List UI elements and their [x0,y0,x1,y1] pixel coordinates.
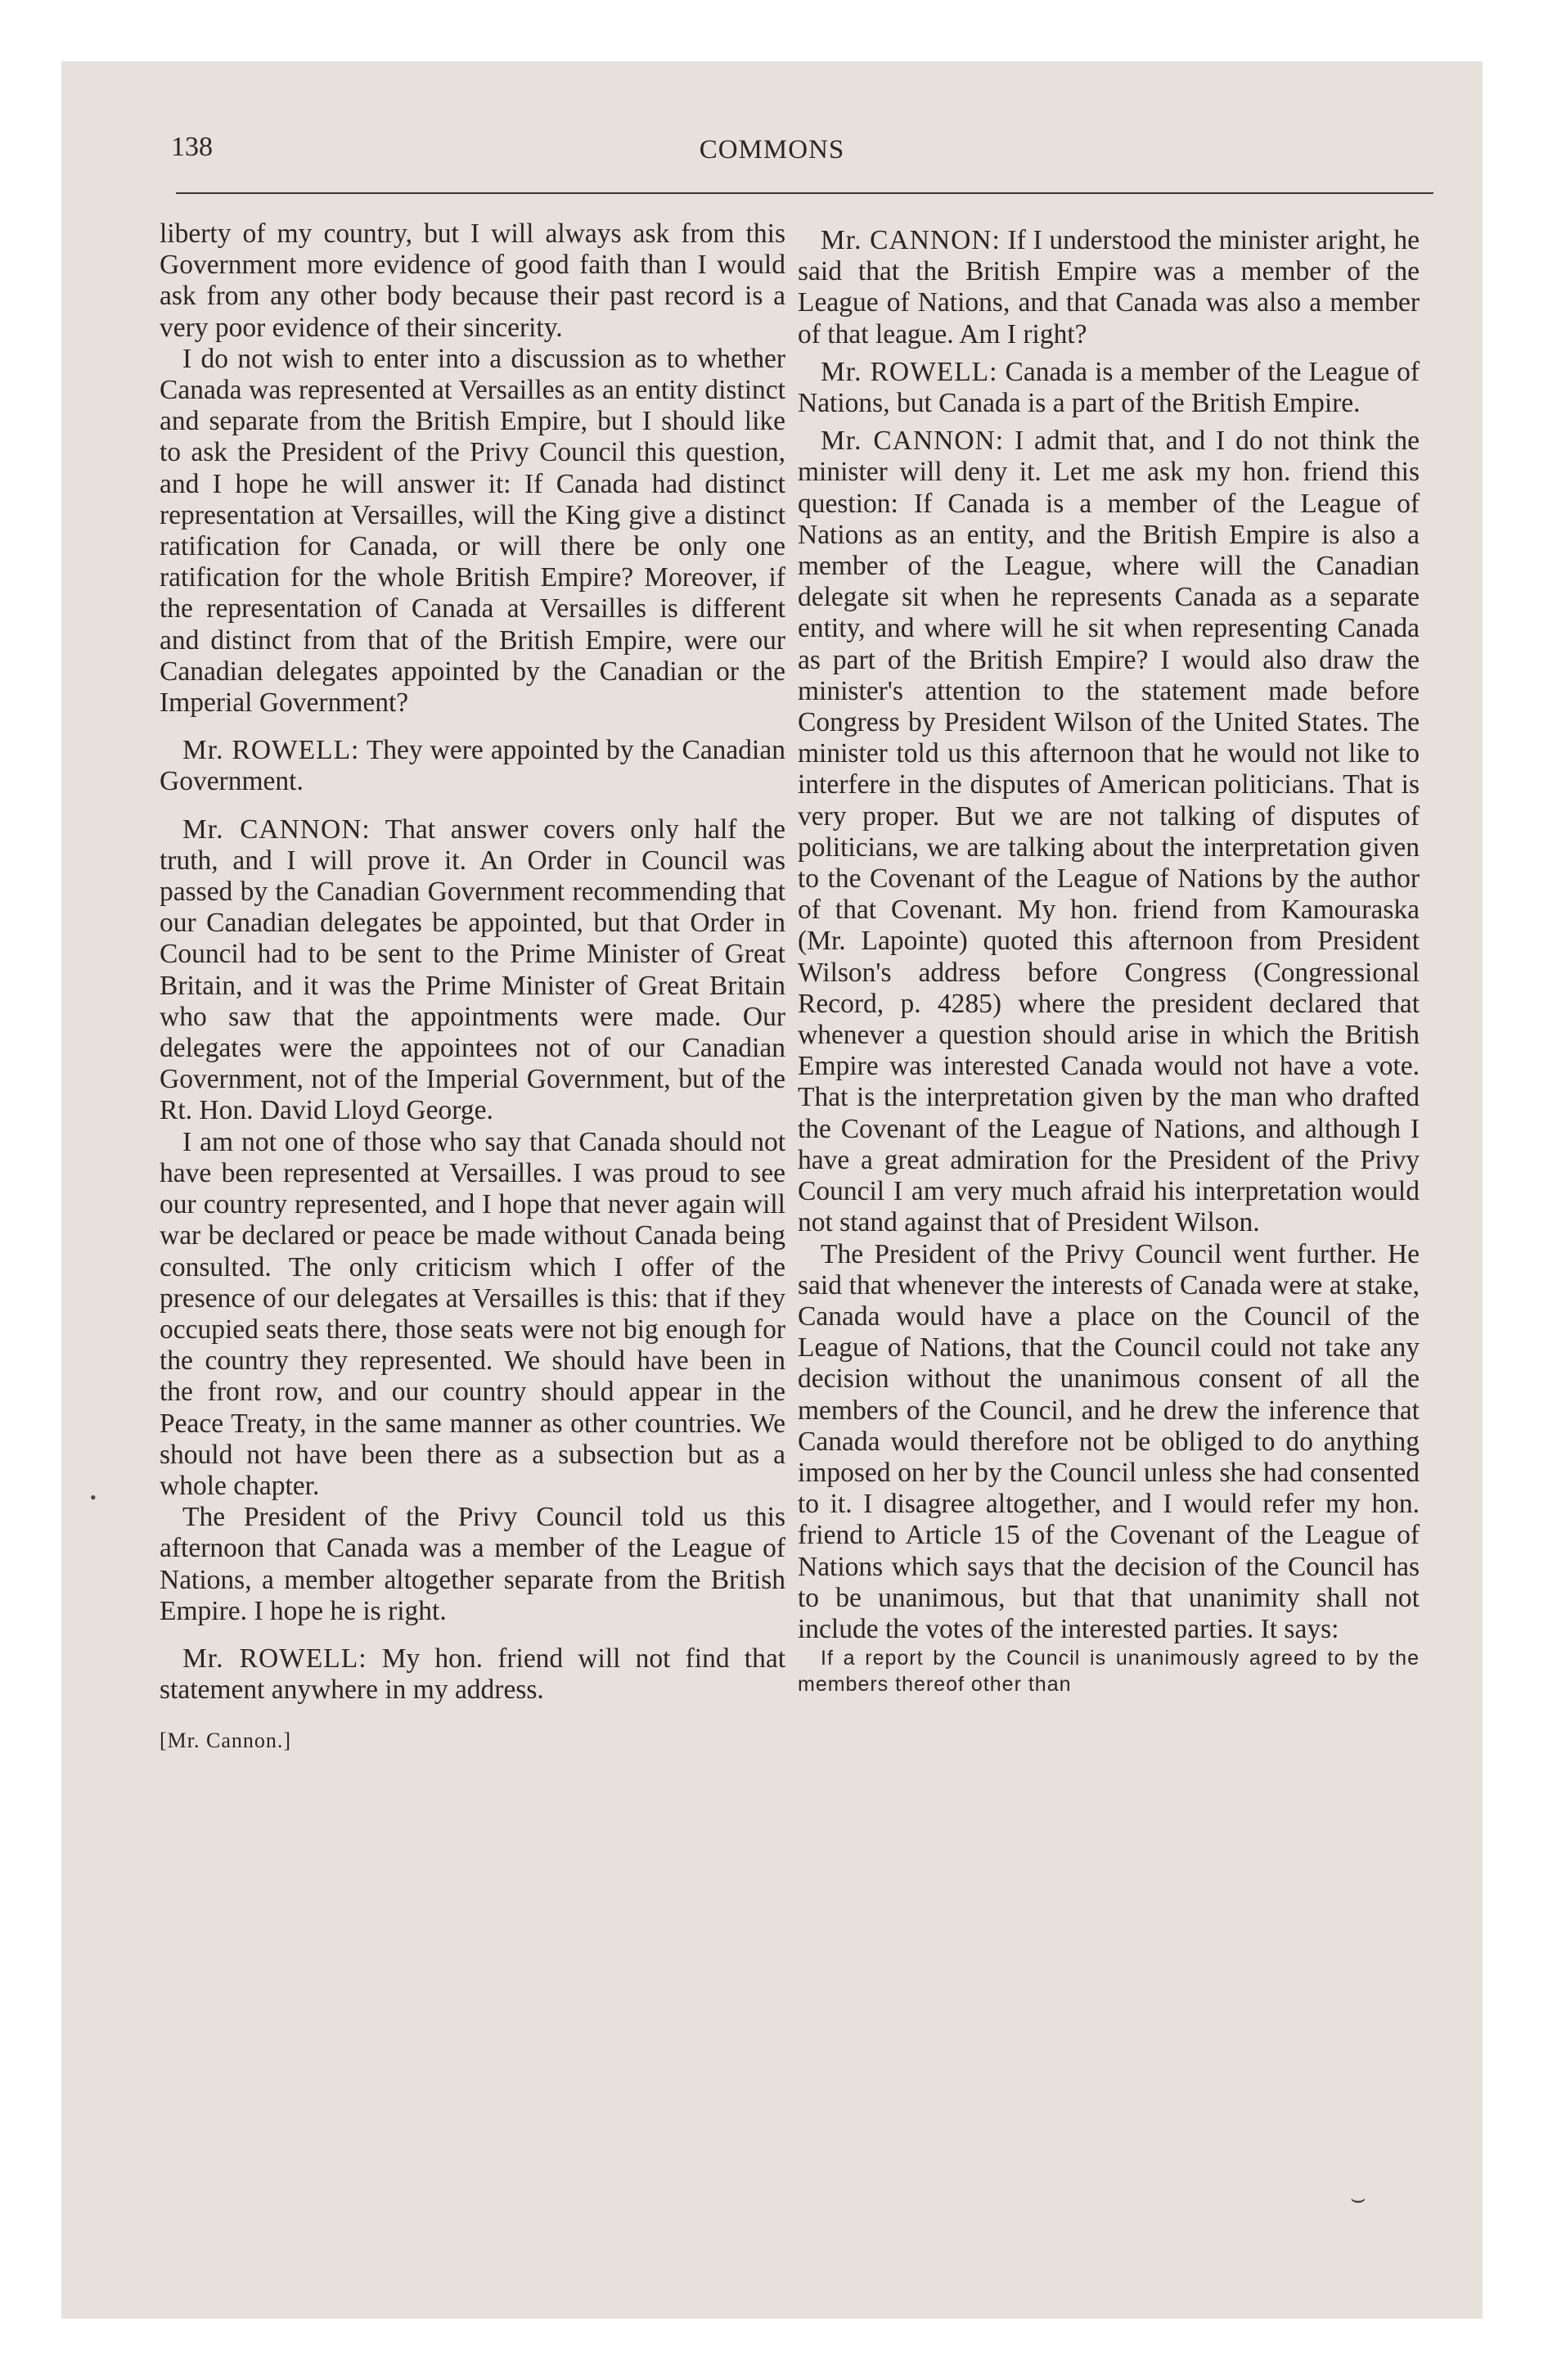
right-paragraph-1 [798,225,1420,350]
speaker-label: Mr. CANNON: [821,426,1005,457]
speech-text: My hon. friend will not find that statement anywhere in my address. [160,1643,785,1706]
speech-text: They were appointed by the Canadian Government. [160,735,785,797]
speech-text: If I understood the minister aright, he said that the British Empire was a member of the League of Nations, and that Canada was also a member of that league. Am I right? [798,225,1420,349]
speech-text: I admit that, and I do not think the minister will deny it. Let me ask my hon. friend this question: If Canada is a member of the League of Nations as an entity, and the British Empire is also a member of the League, where will the Canadian delegate sit when he represents Canada as a separate entity, and where will he sit when representing Canada as part of the British Empire? I would also draw the minister's attention to the statement made before Congress by President Wilson of the United States. The minister told us this afternoon that he would not like to interfere in the disputes of American politicians. That is very proper. But we are not talking of disputes of politicians, we are talking about the interpretation given to the Covenant of the League of Nations by the author of that Covenant. My hon. friend from Kamouraska (Mr. Lapointe) quoted this afternoon from President Wilson's address before Congress (Congressional Record, p. 4285) where the president declared that whenever a question should arise in which the British Empire was interested Canada would not have a vote. That is the interpretation given by the man who drafted the Covenant of the League of Nations, and although I have a great admiration for the President of the Privy Council I am very much afraid his interpretation would not stand against that of President Wilson. [798,426,1420,1238]
left-paragraph-5: I am not one of those who say that Canada should not have been represented at Versailles. I was proud to see our country represented, and I hope that never again will war be declared or peace be made without Canada being consulted. The only criticism which I offer of the presence of our delegates at Versailles is this: that if they occupied seats there, those seats were not big enough for the country they represented. We should have been in the front row, and our country should appear in the Peace Treaty, in the same manner as other countries. We should not have been there as a subsection but as a whole chapter. [160,1126,785,1501]
left-paragraph-1: liberty of my country, but I will always ask from this Government more evidence of good faith than I would ask from any other body because their past record is a very poor evidence of their sincerity. [160,219,785,343]
stray-mark: • [90,1487,97,1508]
speaker-label: Mr. CANNON: [182,814,371,845]
speech-text: That answer covers only half the truth, and I will prove it. An Order in Council was passed by the Canadian Government recommending that our Canadian delegates be appointed, but that Order in Council had to be sent to the Prime Minister of Great Britain, and it was the Prime Minister of Great Britain who saw that the appointments were made. Our delegates were the appointees not of our Canadian Government, not of the Imperial Government, but of the Rt. Hon. David Lloyd George. [160,814,785,1126]
page-number: 138 [171,132,213,162]
header-rule [176,192,1433,194]
left-paragraph-4 [160,814,785,1127]
speaker-label: Mr. ROWELL: [182,735,360,766]
speaker-label: Mr. CANNON: [821,225,1001,255]
left-paragraph-3 [160,735,785,797]
right-paragraph-2 [798,357,1420,419]
right-column [798,219,1420,1697]
left-paragraph-7 [160,1643,785,1706]
left-paragraph-6: The President of the Privy Council told us this afternoon that Canada was a member of the League of Nations, a member altogether separate from the British Empire. I hope he is right. [160,1502,785,1626]
speaker-label: Mr. ROWELL: [821,356,998,387]
left-column [160,219,785,1757]
left-paragraph-2: I do not wish to enter into a discussion as to whether Canada was represented at Versailles as an entity distinct and separate from the British Empire, but I should like to ask the President of the Privy Council this question, and I hope he will answer it: If Canada had distinct representation at Versailles, will the King give a distinct ratification for Canada, or will there be only one ratification for the whole British Empire? Moreover, if the representation of Canada at Versailles is different and distinct from that of the British Empire, were our Canadian delegates appointed by the Canadian or the Imperial Government? [160,343,785,719]
stray-mark: ⌣ [1350,2185,1366,2212]
speaker-footer: [Mr. Cannon.] [160,1729,292,1753]
speaker-label: Mr. ROWELL: [182,1643,367,1674]
speech-text: Canada is a member of the League of Nations, but Canada is a part of the British Empire. [798,356,1420,419]
right-paragraph-4: The President of the Privy Council went further. He said that whenever the interests of Canada were at stake, Canada would have a place on the Council of the League of Nations, that the Council could not take any decision without the unanimous consent of all the members of the Council, and he drew the inference that Canada would therefore not be obliged to do anything imposed on her by the Council unless she had consented to it. I disagree altogether, and I would refer my hon. friend to Article 15 of the Covenant of the League of Nations which says that the decision of the Council has to be unanimous, but that that unanimity shall not include the votes of the interested parties. It says: [798,1238,1420,1644]
right-paragraph-3 [798,426,1420,1238]
running-head: COMMONS [699,135,845,165]
quoted-passage: If a report by the Council is unanimously agreed to by the members thereof other than [798,1647,1420,1697]
page-sheet [61,61,1483,2319]
